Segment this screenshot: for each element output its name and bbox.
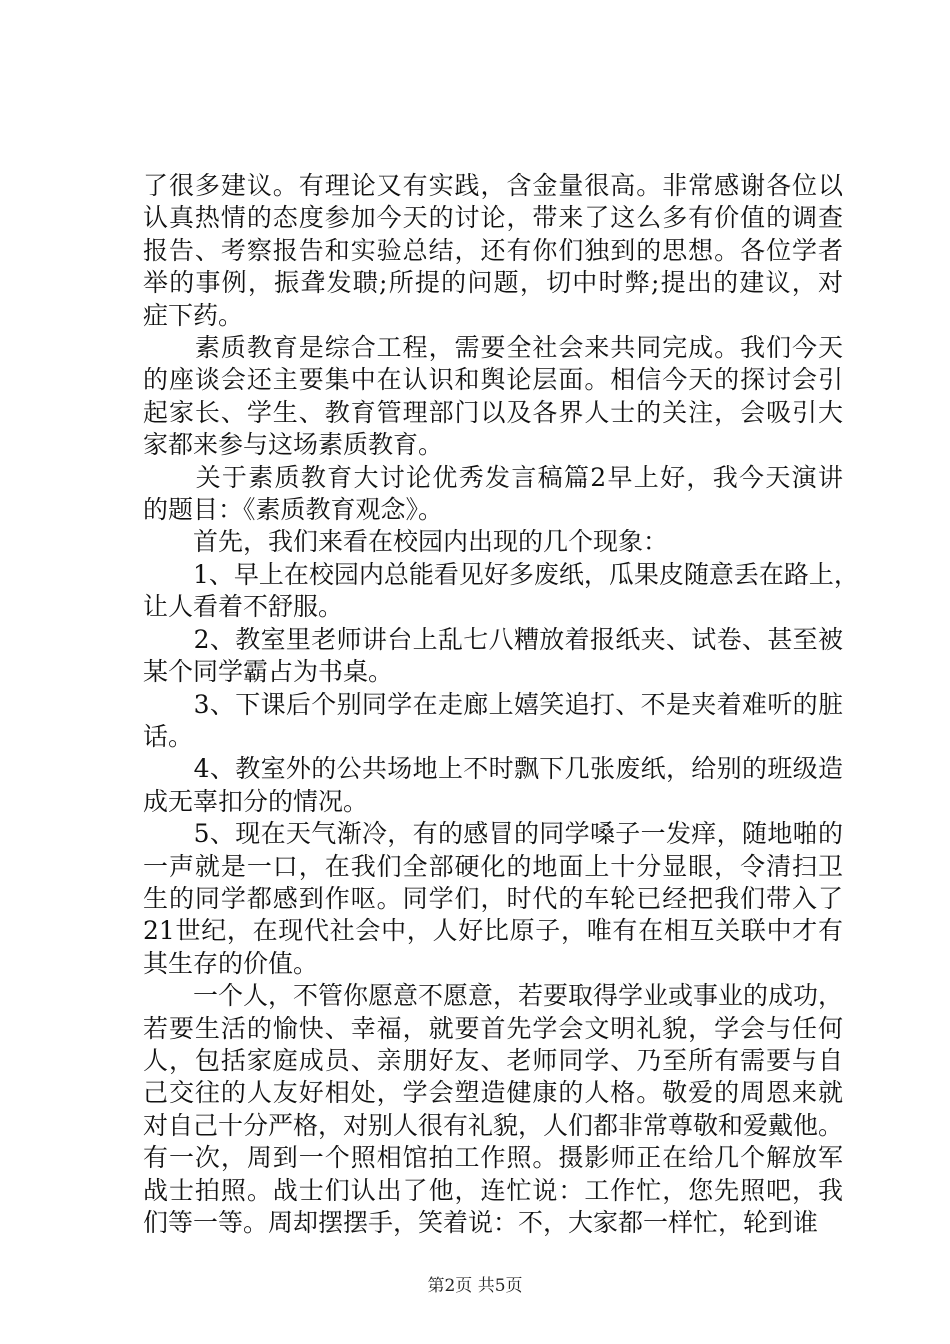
text-line: 话。 <box>143 721 194 751</box>
text-line: 成无辜扣分的情况。 <box>143 786 369 816</box>
text-line: 举的事例，振聋发聩;所提的问题，切中时弊;提出的建议，对 <box>143 268 843 298</box>
text-line: 5、现在天气渐冷，有的感冒的同学嗓子一发痒，随地啪的 <box>143 819 843 849</box>
text-line: 有一次，周到一个照相馆拍工作照。摄影师正在给几个解放军 <box>143 1143 843 1173</box>
paragraph <box>143 526 843 558</box>
text-line: 们等一等。周却摆摆手，笑着说：不，大家都一样忙，轮到谁 <box>143 1208 819 1237</box>
text-line: 起家长、学生、教育管理部门以及各界人士的关注，会吸引大 <box>143 397 843 427</box>
text-line: 人，包括家庭成员、亲朋好友、老师同学、乃至所有需要与自 <box>143 1045 843 1075</box>
text-line: 症下药。 <box>143 300 244 330</box>
text-line: 认真热情的态度参加今天的讨论，带来了这么多有价值的调查 <box>143 203 843 233</box>
text-line: 其生存的价值。 <box>143 948 319 978</box>
text-line: 了很多建议。有理论又有实践，含金量很高。非常感谢各位以 <box>143 171 843 200</box>
text-line: 家都来参与这场素质教育。 <box>143 430 444 460</box>
text-line: 若要生活的愉快、幸福，就要首先学会文明礼貌，学会与任何 <box>143 1013 843 1043</box>
text-line: 的题目：《素质教育观念》。 <box>143 495 444 525</box>
text-line: 21世纪，在现代社会中，人好比原子，唯有在相互关联中才有 <box>143 916 843 946</box>
text-line: 1、早上在校园内总能看见好多废纸，瓜果皮随意丢在路上， <box>143 559 859 589</box>
paragraph <box>143 462 843 527</box>
text-line: 让人看着不舒服。 <box>143 592 344 622</box>
text-line: 关于素质教育大讨论优秀发言稿篇2早上好，我今天演讲 <box>143 462 843 492</box>
paragraph <box>143 624 843 689</box>
document-body <box>143 170 859 1239</box>
page-footer: 第2页 共5页 <box>427 1276 523 1296</box>
paragraph <box>143 689 843 754</box>
text-line: 首先，我们来看在校园内出现的几个现象： <box>143 527 669 557</box>
paragraph <box>143 332 843 462</box>
paragraph <box>143 818 843 980</box>
text-line: 生的同学都感到作呕。同学们，时代的车轮已经把我们带入了 <box>143 883 843 913</box>
text-line: 战士拍照。战士们认出了他，连忙说：工作忙，您先照吧，我 <box>143 1175 843 1205</box>
text-line: 3、下课后个别同学在走廊上嬉笑追打、不是夹着难听的脏 <box>143 689 843 719</box>
text-line: 己交往的人友好相处，学会塑造健康的人格。敬爱的周恩来就 <box>143 1078 843 1108</box>
text-line: 某个同学霸占为书桌。 <box>143 657 394 687</box>
text-line: 一个人，不管你愿意不愿意，若要取得学业或事业的成功， <box>143 981 844 1011</box>
paragraph <box>143 559 859 624</box>
paragraph <box>143 980 843 1239</box>
paragraph <box>143 170 843 332</box>
text-line: 2、教室里老师讲台上乱七八糟放着报纸夹、试卷、甚至被 <box>143 624 843 654</box>
text-line: 素质教育是综合工程，需要全社会来共同完成。我们今天 <box>143 333 843 363</box>
paragraph <box>143 753 843 818</box>
text-line: 4、教室外的公共场地上不时飘下几张废纸，给别的班级造 <box>143 754 843 784</box>
text-line: 对自己十分严格，对别人很有礼貌，人们都非常尊敬和爱戴他。 <box>143 1110 844 1140</box>
text-line: 一声就是一口，在我们全部硬化的地面上十分显眼，令清扫卫 <box>143 851 843 881</box>
text-line: 的座谈会还主要集中在认识和舆论层面。相信今天的探讨会引 <box>143 365 843 395</box>
text-line: 报告、考察报告和实验总结，还有你们独到的思想。各位学者 <box>143 235 843 265</box>
